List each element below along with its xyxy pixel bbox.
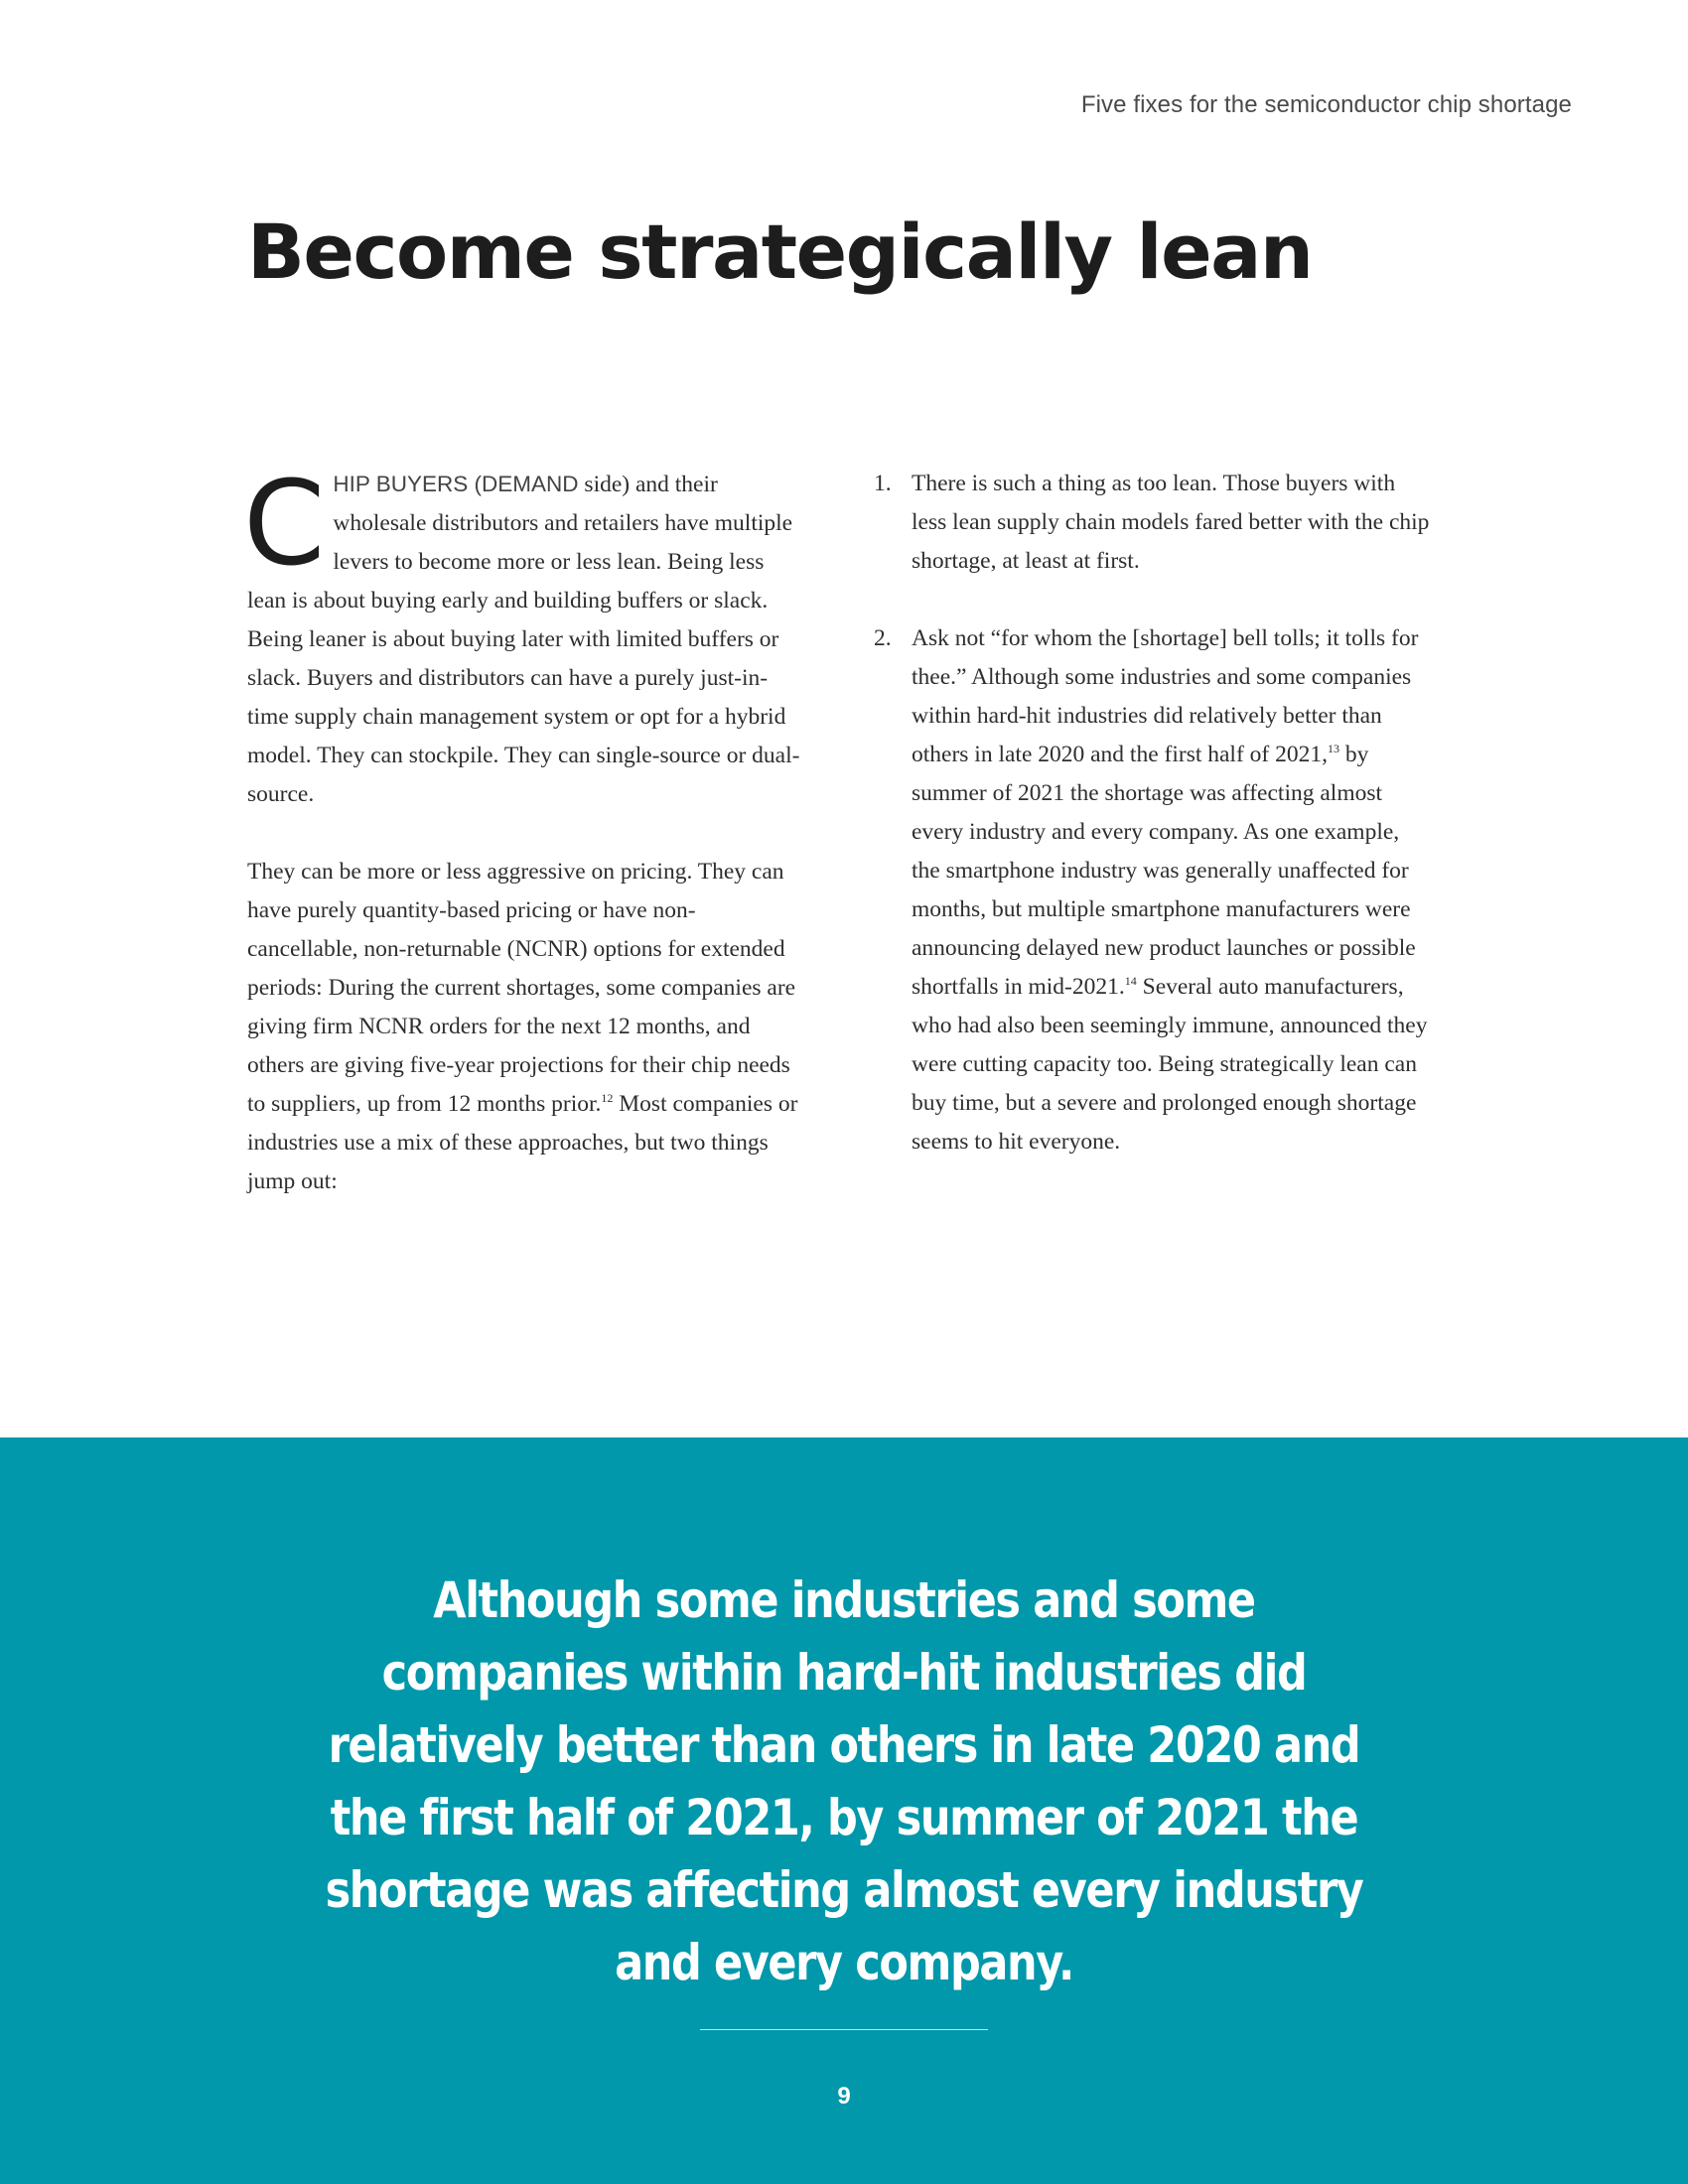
list-item [874,465,1430,581]
right-column [874,465,1430,1161]
page-title: Become strategically lean [247,207,1313,296]
left-column [243,455,803,1201]
list-number: 2. [874,625,892,651]
list-item-text: There is such a thing as too lean. Those buyers with less lean supply chain models fared better with the chip shortage, at least at first. [912,471,1430,574]
list-item-text-b: by summer of 2021 the shortage was affecting almost every industry and every company. As one example, the smartphone industry was generally unaffected for months, but multiple smartphone manufacturers were announcing delayed new product launches or possible shortfalls in mid-2021. [912,742,1416,1000]
numbered-list [874,465,1430,1161]
footnote-ref-12: 12 [601,1091,614,1106]
body-paragraph-2 [247,853,803,1201]
pull-quote-banner [0,1437,1688,2184]
footnote-ref-13: 13 [1327,742,1339,756]
body-paragraph-1 [243,455,803,814]
list-number: 1. [874,471,892,496]
paragraph-2-text-a: They can be more or less aggressive on pricing. They can have purely quantity-based pricing or have non-cancellable, non-returnable (NCNR) options for extended periods: During the current shortages, some companies are giving firm NCNR orders for the next 12 months, and others are giving five-year projections for their chip needs to suppliers, up from 12 months prior. [247,859,796,1117]
list-item [874,619,1430,1161]
paragraph-1-text: side) and their wholesale distributors and retailers have multiple levers to become more or less lean. Being less lean is about buying early and building buffers or slack. Being leaner is about buying later with limited buffers or slack. Buyers and distributors can have a purely just-in-time supply chain management system or opt for a hybrid model. They can stockpile. They can single-source or dual-source. [247,472,800,807]
paragraph-2-text-b: Most companies or industries use a mix of these approaches, but two things jump out: [247,1091,798,1194]
footnote-ref-14: 14 [1124,974,1137,989]
page-number: 9 [837,2083,851,2110]
dropcap: C [243,455,326,592]
pull-quote: Although some industries and some companies within hard-hit industries did relatively better than others in late 2020 and the first half of 2021, by summer of 2021 the shortage was affecting almost every industry and every company. [325,1571,1363,1991]
list-item-text-a: Ask not “for whom the [shortage] bell tolls; it tolls for thee.” Although some industries and some companies within hard-hit industries did relatively better than others in late 2020 and the first half of 2021, [912,625,1419,767]
list-item-text-c: Several auto manufacturers, who had also been seemingly immune, announced they were cutting capacity too. Being strategically lean can buy time, but a severe and prolonged enough shortage seems to hit everyone. [912,974,1428,1155]
lead-in: HIP BUYERS (DEMAND [333,472,579,496]
running-header: Five fixes for the semiconductor chip shortage [1080,91,1572,118]
footer-divider [700,2029,988,2030]
